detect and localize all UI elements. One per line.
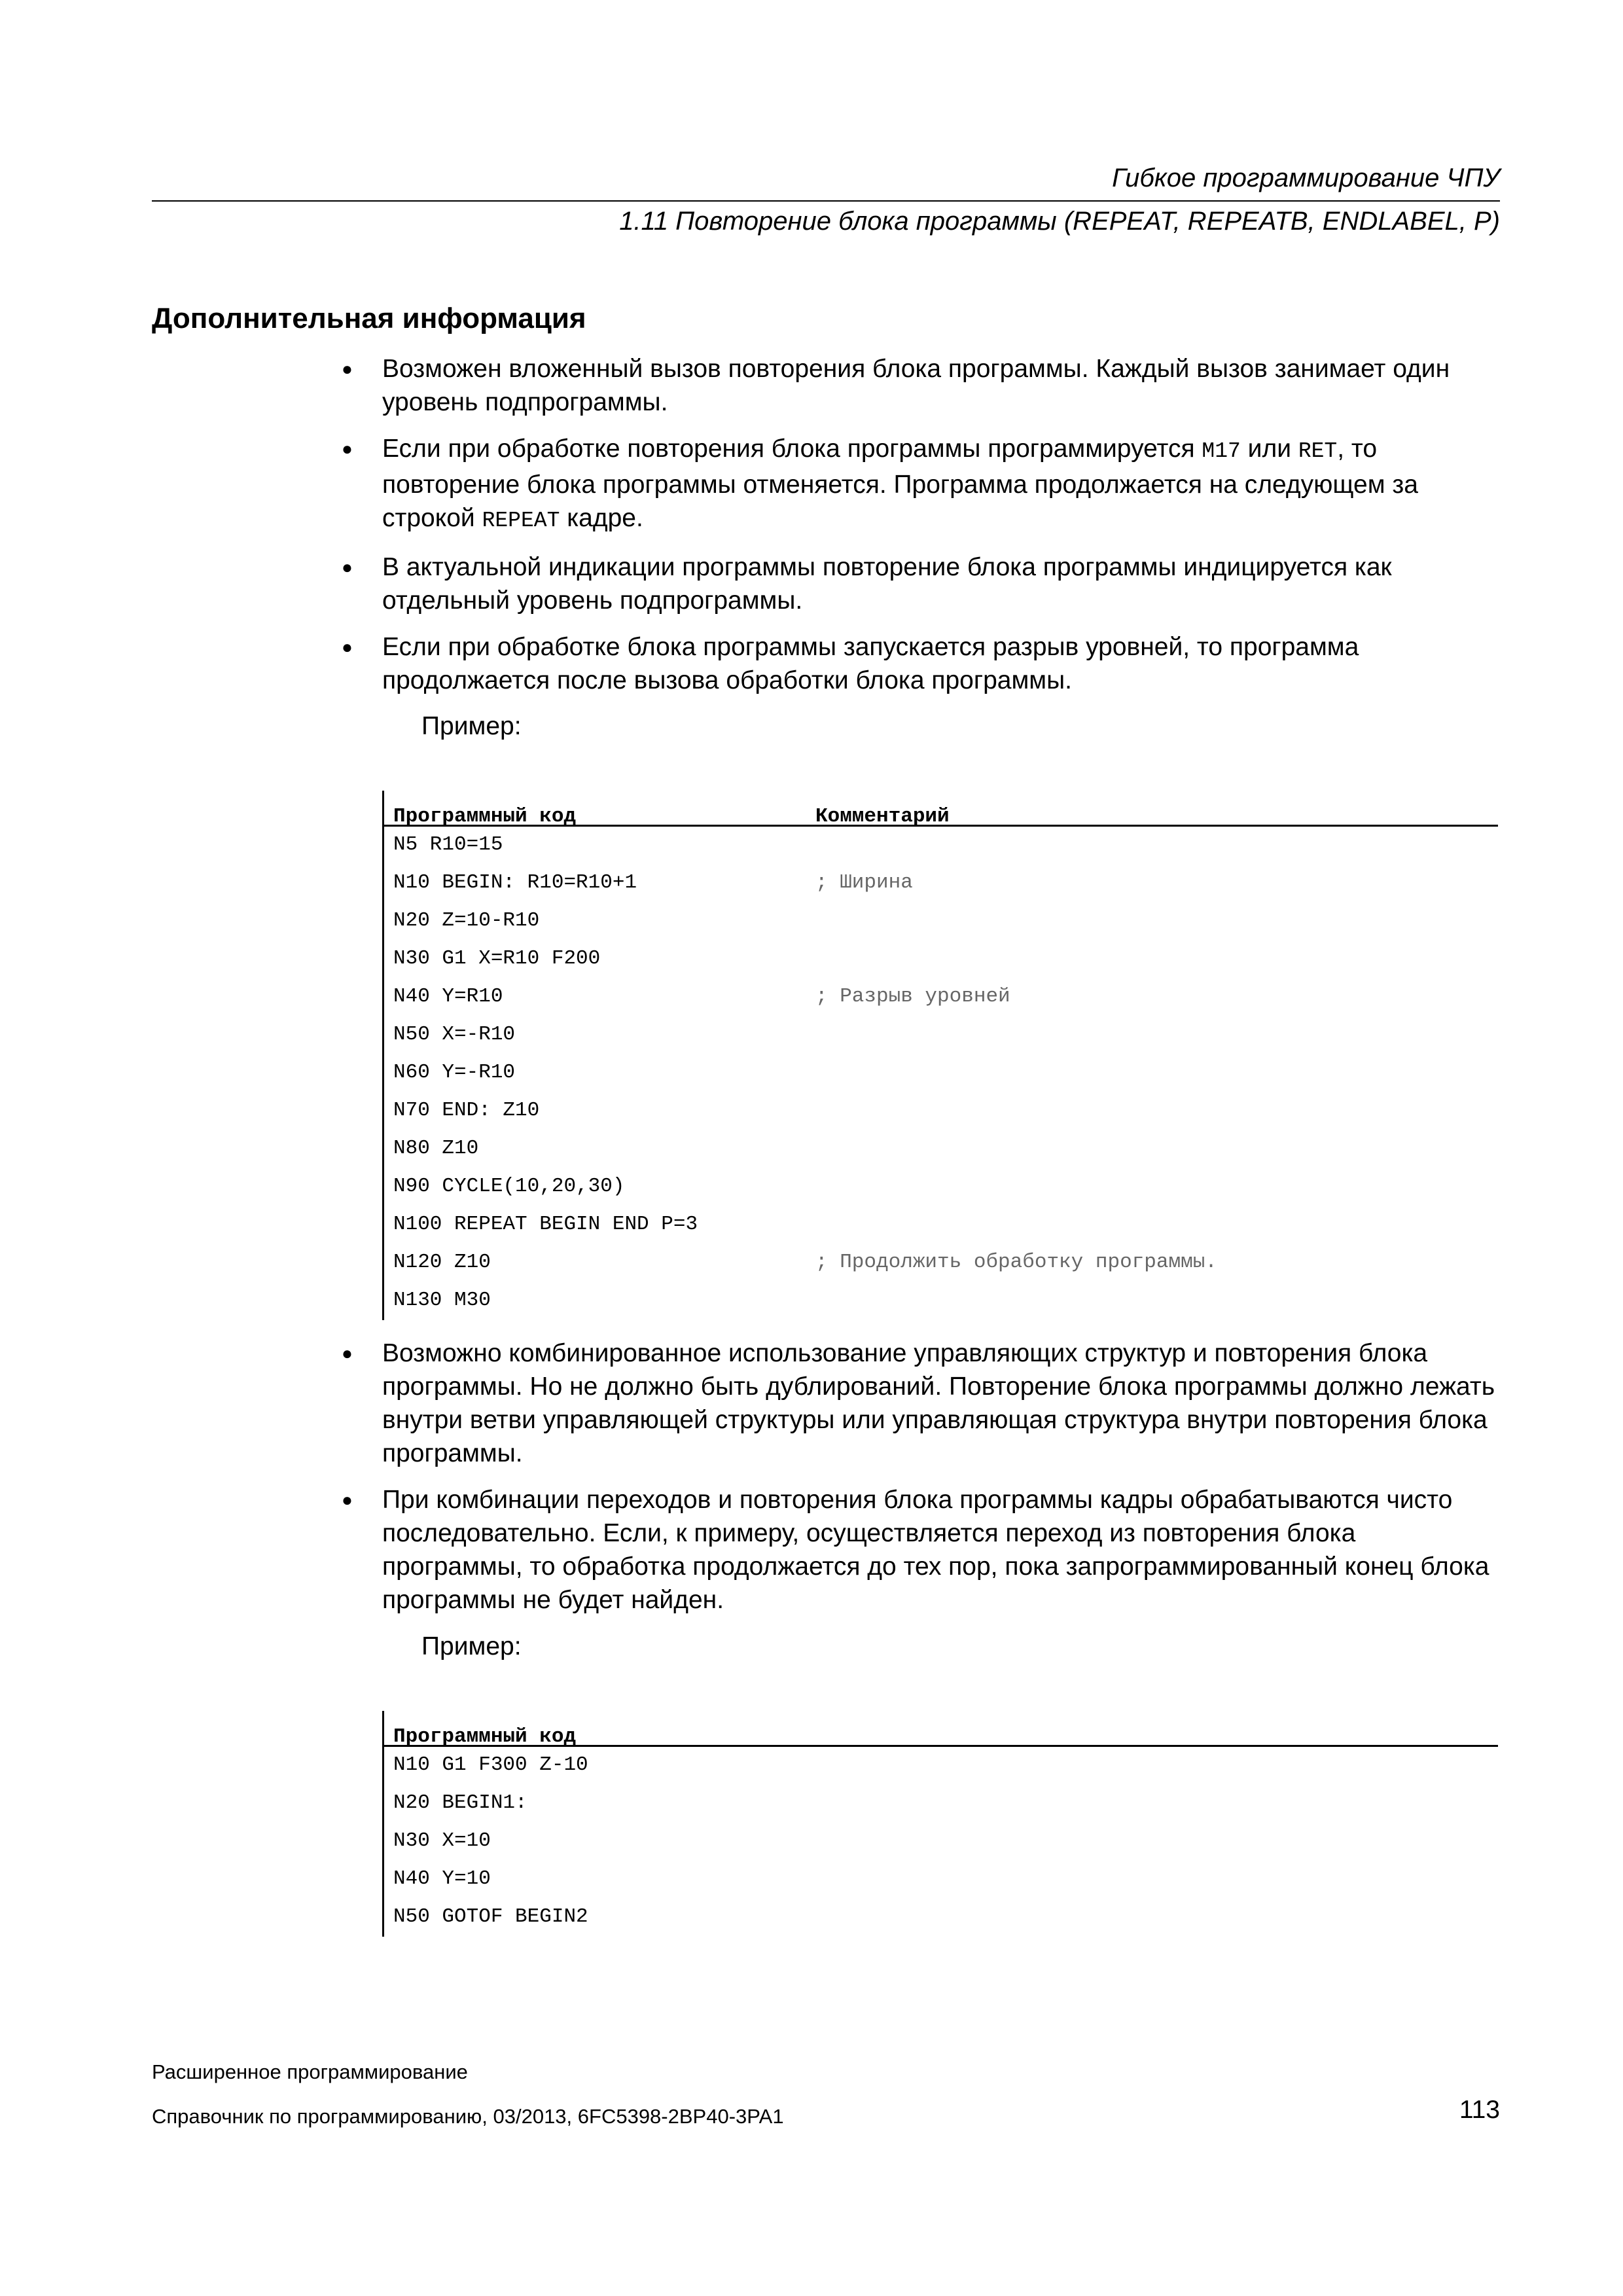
code-cell: N90 CYCLE(10,20,30) <box>393 1175 625 1198</box>
comment-cell: ; Разрыв уровней <box>815 985 1010 1008</box>
bullet-text: Возможен вложенный вызов повторения блока программы. Каждый вызов занимает один уровень подпрограммы. <box>382 355 1450 416</box>
table-row <box>384 1861 1498 1899</box>
code-cell: N40 Y=R10 <box>393 985 503 1008</box>
bullet-item <box>382 630 1501 697</box>
section-heading: Дополнительная информация <box>152 302 586 334</box>
inline-code: RET <box>1298 439 1338 463</box>
code-cell: N30 X=10 <box>393 1829 491 1852</box>
inline-code: M17 <box>1202 439 1241 463</box>
table-row <box>384 1016 1498 1054</box>
table-row <box>384 865 1498 903</box>
bullet-text: или <box>1240 435 1298 463</box>
header-subtitle: 1.11 Повторение блока программы (REPEAT, REPEATB, ENDLABEL, P) <box>619 207 1500 236</box>
bullet-item <box>382 550 1501 617</box>
table-row <box>384 1168 1498 1206</box>
bullet-text: , то повторение блока программы отменяется. Программа продолжается на следующем за строкой <box>382 435 1418 532</box>
bullet-list-bottom <box>382 1336 1501 1630</box>
table-row <box>384 1092 1498 1130</box>
code-cell: N50 GOTOF BEGIN2 <box>393 1905 588 1928</box>
code-cell: N100 REPEAT BEGIN END P=3 <box>393 1213 698 1236</box>
code-cell: N130 M30 <box>393 1289 491 1312</box>
code-cell: N120 Z10 <box>393 1251 491 1274</box>
code-cell: N20 Z=10-R10 <box>393 909 540 932</box>
table-header <box>384 791 1498 827</box>
table-row <box>384 1785 1498 1823</box>
example-label-2: Пример: <box>421 1632 522 1660</box>
code-cell: N30 G1 X=R10 F200 <box>393 947 601 970</box>
example-label-1: Пример: <box>421 712 522 740</box>
code-cell: N70 END: Z10 <box>393 1099 540 1122</box>
header-title: Гибкое программирование ЧПУ <box>1112 164 1500 192</box>
table-row <box>384 978 1498 1016</box>
column-header-code: Программный код <box>393 1725 577 1748</box>
table-row <box>384 1054 1498 1092</box>
table-row <box>384 1130 1498 1168</box>
table-row <box>384 1282 1498 1320</box>
code-cell: N80 Z10 <box>393 1137 479 1160</box>
table-row <box>384 941 1498 978</box>
code-cell: N60 Y=-R10 <box>393 1061 516 1084</box>
table-row <box>384 1206 1498 1244</box>
table-row <box>384 1823 1498 1861</box>
code-cell: N50 X=-R10 <box>393 1023 516 1046</box>
inline-code: REPEAT <box>482 509 560 533</box>
footer-book-title: Расширенное программирование <box>152 2060 468 2083</box>
bullet-item <box>382 1483 1501 1617</box>
code-cell: N40 Y=10 <box>393 1867 491 1890</box>
table-body <box>384 1747 1498 1937</box>
table-row <box>384 903 1498 941</box>
footer-book-info: Справочник по программированию, 03/2013, 6FC5398-2BP40-3PA1 <box>152 2105 784 2128</box>
bullet-list-top <box>382 352 1501 710</box>
table-row <box>384 1747 1498 1785</box>
page-number: 113 <box>1459 2096 1500 2124</box>
bullet-item <box>382 432 1501 537</box>
code-table-1 <box>382 791 1498 1320</box>
code-cell: N10 BEGIN: R10=R10+1 <box>393 871 637 894</box>
table-row <box>384 1244 1498 1282</box>
table-row <box>384 827 1498 865</box>
comment-cell: ; Продолжить обработку программы. <box>815 1251 1217 1274</box>
bullet-text: Если при обработке повторения блока программы программируется <box>382 435 1202 463</box>
header-divider <box>152 200 1500 202</box>
bullet-text: В актуальной индикации программы повторение блока программы индицируется как отдельный уровень подпрограммы. <box>382 553 1392 615</box>
code-table-2 <box>382 1711 1498 1937</box>
bullet-item <box>382 352 1501 419</box>
comment-cell: ; Ширина <box>815 871 913 894</box>
bullet-text: Возможно комбинированное использование управляющих структур и повторения блока программы. Но не должно быть дублирований. Повторение блока программы должно лежать внутри ветви управляющей структуры или управляющая структура внутри повторения блока программы. <box>382 1339 1495 1467</box>
code-cell: N20 BEGIN1: <box>393 1791 527 1814</box>
column-header-code: Программный код <box>393 805 577 828</box>
table-body <box>384 827 1498 1320</box>
bullet-item <box>382 1336 1501 1470</box>
column-header-comment: Комментарий <box>815 805 950 828</box>
bullet-text: Если при обработке блока программы запускается разрыв уровней, то программа продолжается после вызова обработки блока программы. <box>382 633 1359 694</box>
bullet-text: кадре. <box>560 504 643 532</box>
bullet-text: При комбинации переходов и повторения блока программы кадры обрабатываются чисто последовательно. Если, к примеру, осуществляется переход из повторения блока программы, то обработка продолжается до тех пор, пока запрограммированный конец блока программы не будет найден. <box>382 1486 1489 1614</box>
code-cell: N5 R10=15 <box>393 833 503 856</box>
code-cell: N10 G1 F300 Z-10 <box>393 1753 588 1776</box>
table-row <box>384 1899 1498 1937</box>
table-header <box>384 1711 1498 1747</box>
